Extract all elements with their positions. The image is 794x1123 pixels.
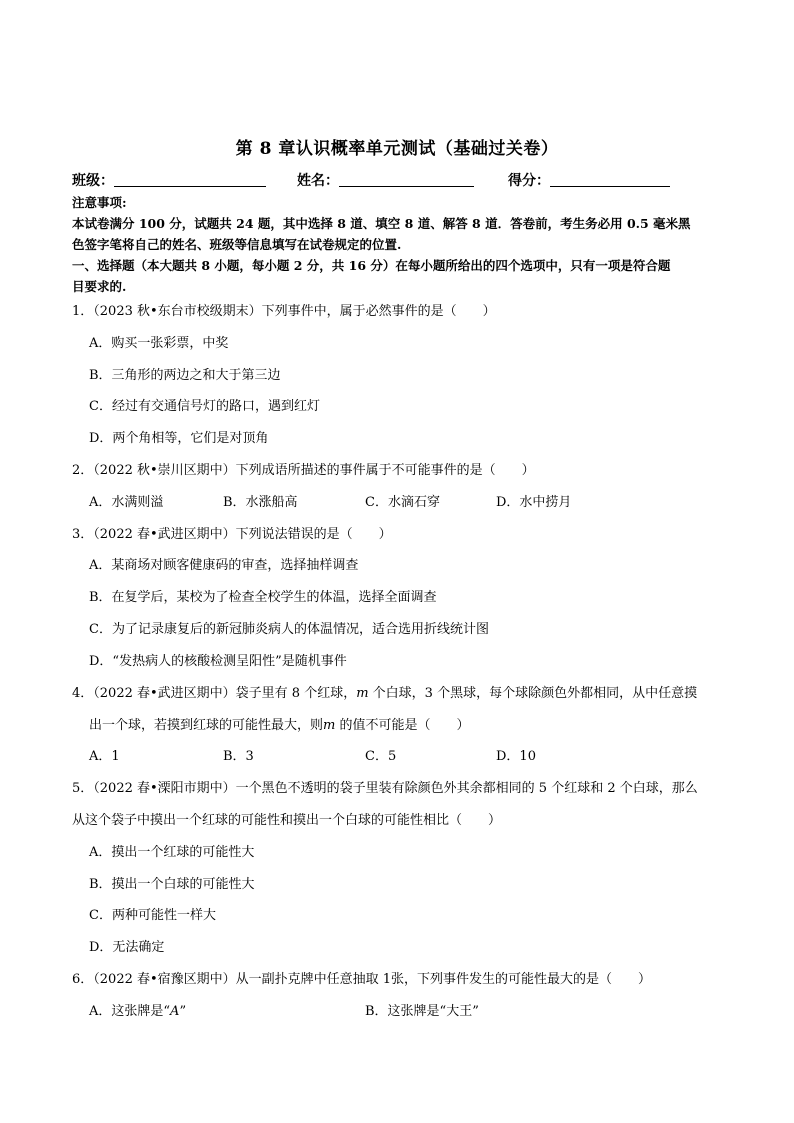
question-6-option-a-suffix: ” [179,1004,187,1019]
question-5-option-d: D．无法确定 [89,940,165,955]
question-4-line-2-part-2: 的值不可能是（ ） [335,718,470,733]
question-4-stem [72,684,732,704]
notes-heading: 注意事项: [72,195,127,210]
question-2-stem: 2．（2022 秋•崇川区期中）下列成语所描述的事件属于不可能事件的是（ ） [72,463,535,478]
notes-section [72,192,732,297]
score-label: 得分： [508,173,550,189]
question-5-option-b: B．摸出一个白球的可能性大 [89,877,255,892]
question-4-option-a: A．1 [89,749,120,764]
class-field [72,170,266,190]
question-6-stem: 6．（2022 春•宿豫区期中）从一副扑克牌中任意抽取 1张，下列事件发生的可能性最大的是（ ） [72,972,652,987]
question-1-option-b: B．三角形的两边之和大于第三边 [89,368,281,383]
question-1-option-d: D．两个角相等，它们是对顶角 [89,431,269,446]
section-1-heading-line-1: 一、选择题（本大题共 8 小题，每小题 2 分，共 16 分）在每小题所给出的四个选项中，只有一项是符合题 [72,258,671,273]
card-letter-a: A [170,1004,180,1019]
class-blank[interactable] [114,172,266,187]
question-6-option-b: B．这张牌是“大王” [365,1004,479,1019]
question-4-option-d: D．10 [496,749,536,764]
question-3-option-c: C．为了记录康复后的新冠肺炎病人的体温情况，适合选用折线统计图 [89,622,489,637]
question-2-option-d: D．水中捞月 [496,495,572,510]
question-2-option-b: B．水涨船高 [223,495,298,510]
question-3-stem: 3．（2022 春•武进区期中）下列说法错误的是（ ） [72,527,392,542]
variable-m: m [323,718,336,733]
question-4-option-c: C．5 [365,749,397,764]
question-4-stem-part-1: 4．（2022 春•武进区期中）袋子里有 8 个红球， [72,686,357,701]
question-5-option-c: C．两种可能性一样大 [89,908,216,923]
page-title: 第 8 章认识概率单元测试（基础过关卷） [235,139,559,159]
question-4-stem-part-2: 个白球，3 个黑球，每个球除颜色外都相同，从中任意摸 [368,686,698,701]
question-4-stem-line-2 [89,716,469,736]
question-2-option-a: A．水满则溢 [89,495,164,510]
score-field [508,170,670,190]
question-3-option-a: A．某商场对顾客健康码的审查，选择抽样调查 [89,558,359,573]
notes-line-1: 本试卷满分 100 分，试题共 24 题，其中选择 8 道、填空 8 道、解答 8 道．答卷前，考生务必用 0.5 毫米黑 [72,216,691,231]
question-5-stem-line-2: 从这个袋子中摸出一个红球的可能性和摸出一个白球的可能性相比（ ） [72,813,502,828]
name-field [297,170,474,190]
notes-line-2: 色签字笔将自己的姓名、班级等信息填写在试卷规定的位置. [72,237,402,252]
variable-m: m [356,686,369,701]
question-1-stem: 1．（2023 秋•东台市校级期末）下列事件中，属于必然事件的是（ ） [72,304,496,319]
name-label: 姓名： [297,173,339,189]
question-3-option-d: D．“发热病人的核酸检测呈阳性”是随机事件 [89,654,347,669]
name-blank[interactable] [339,172,474,187]
section-1-heading-line-2: 目要求的. [72,279,127,294]
question-1-option-c: C．经过有交通信号灯的路口，遇到红灯 [89,399,320,414]
question-2-option-c: C．水滴石穿 [365,495,440,510]
question-6-option-a [89,1002,186,1022]
question-5-stem: 5．（2022 春•溧阳市期中）一个黑色不透明的袋子里装有除颜色外其余都相同的 5 个红球和 2 个白球，那么 [72,781,698,796]
student-info-row [72,170,722,190]
score-blank[interactable] [550,172,670,187]
question-4-option-b: B．3 [223,749,254,764]
question-4-line-2-part-1: 出一个球，若摸到红球的可能性最大，则 [89,718,324,733]
question-6-option-a-prefix: A．这张牌是“ [89,1004,171,1019]
class-label: 班级： [72,173,114,189]
question-1-option-a: A．购买一张彩票，中奖 [89,336,229,351]
question-5-option-a: A．摸出一个红球的可能性大 [89,845,255,860]
question-3-option-b: B．在复学后，某校为了检查全校学生的体温，选择全面调查 [89,590,437,605]
